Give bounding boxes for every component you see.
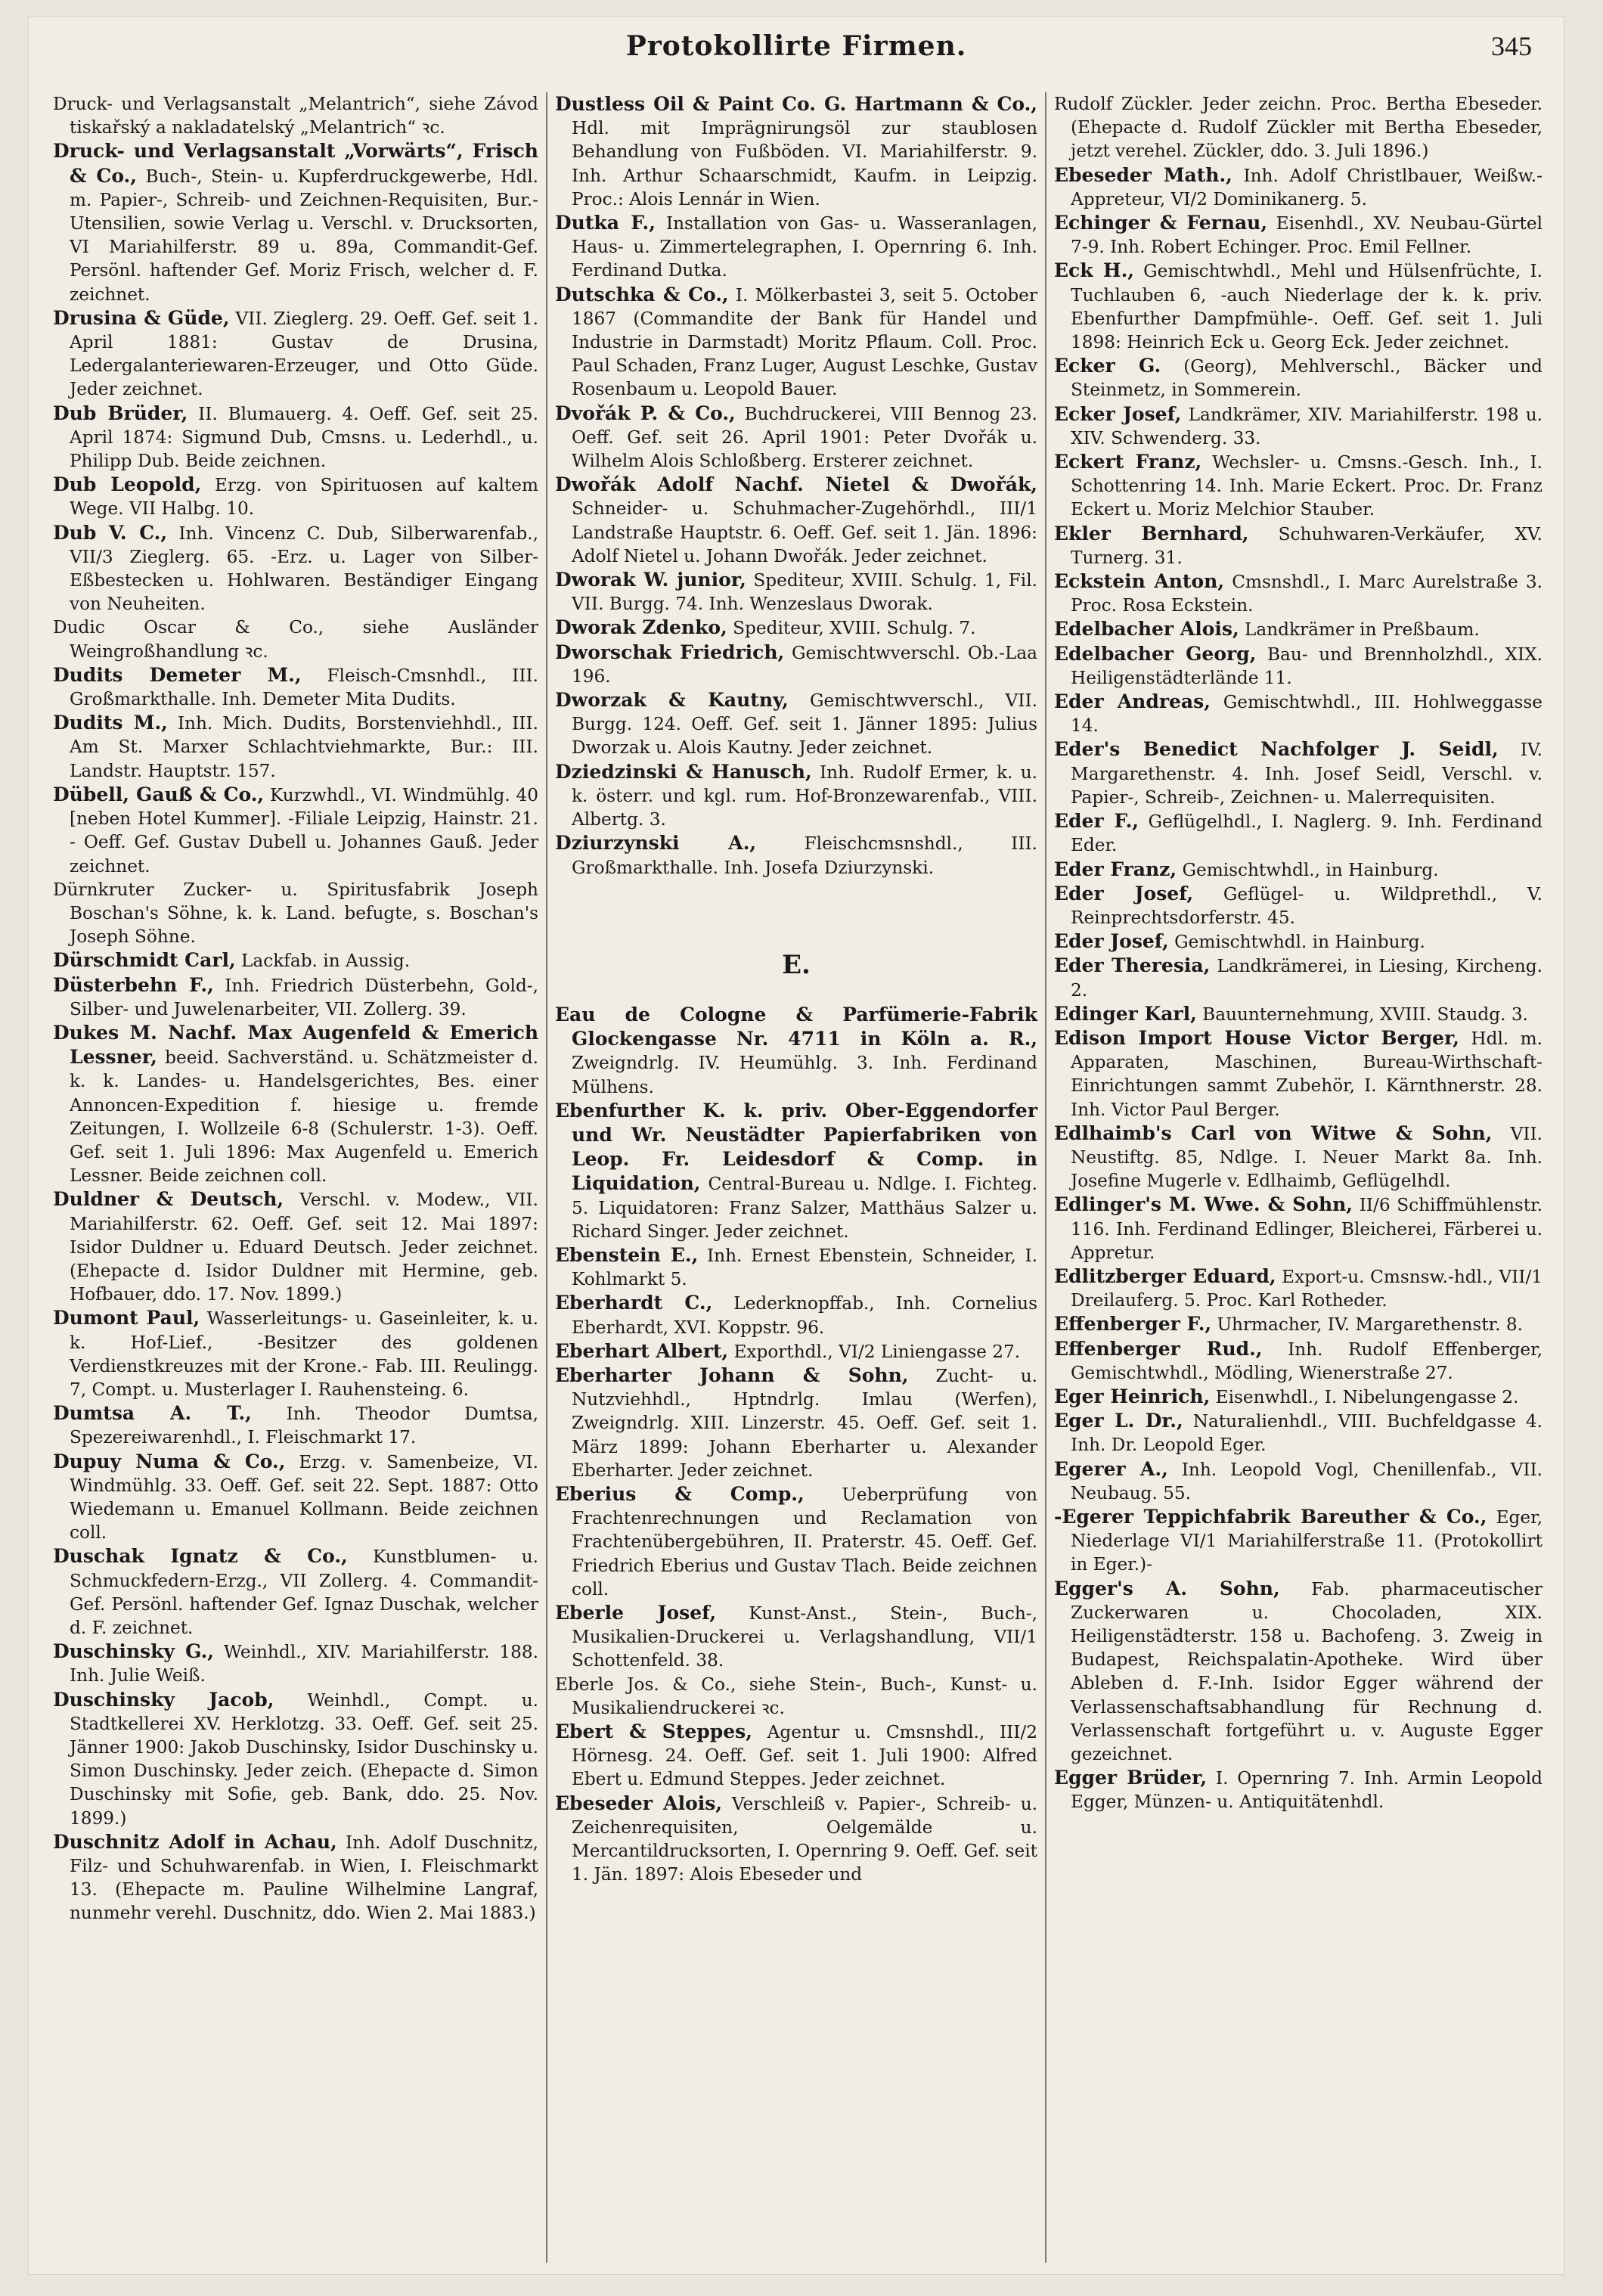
firm-details: Central-Bureau u. Ndlge. I. Fichteg. 5. Liquidatoren: Franz Salzer, Matthäus Salzer u. Richard Singer. Jeder zeichnet. — [572, 1174, 1037, 1242]
firm-name: Eder Franz, — [1054, 858, 1177, 880]
firm-details: I. Opernring 7. Inh. Armin Leopold Egger, Münzen- u. Antiquitätenhdl. — [1071, 1768, 1543, 1813]
firm-name: Edlinger's M. Wwe. & Sohn, — [1054, 1193, 1353, 1216]
firm-name: Düsterbehn F., — [53, 973, 214, 996]
firm-entry — [555, 1364, 1037, 1482]
firm-entry — [1054, 1385, 1543, 1409]
firm-name: Eberhart Albert, — [555, 1339, 729, 1362]
firm-name: Eberhardt C., — [555, 1292, 713, 1314]
firm-name: Dutschka & Co., — [555, 283, 729, 306]
firm-details: (Georg), Mehlverschl., Bäcker und Steinmetz, in Sommerein. — [1071, 356, 1543, 401]
firm-details: Erzg. v. Samenbeize, VI. Windmühlg. 33. Oeff. Gef. seit 22. Sept. 1887: Otto Wiedemann u. Emanuel Kollmann. Beide zeichnen coll. — [70, 1451, 538, 1544]
firm-entry — [53, 1187, 538, 1306]
firm-details: Spediteur, XVIII. Schulg. 1, Fil. VII. Burgg. 74. Inh. Wenzeslaus Dworak. — [572, 570, 1037, 615]
firm-entry — [555, 92, 1037, 211]
firm-details: Druck- und Verlagsanstalt „Melantrich“, siehe Závod tiskařský a nakladatelský „Melantrich“ ꝛc. — [53, 94, 538, 138]
firm-name: Dwořák Adolf Nachf. Nietel & Dwořák, — [555, 473, 1037, 496]
firm-entry — [1054, 92, 1543, 163]
firm-details: Fleischcmsnshdl., III. Großmarkthalle. Inh. Josefa Dziurzynski. — [572, 833, 1038, 878]
firm-entry — [555, 1003, 1037, 1099]
firm-entry — [1054, 1766, 1543, 1814]
firm-name: Duschak Ignatz & Co., — [53, 1545, 348, 1568]
column-2 — [547, 92, 1046, 2263]
firm-details: Inh. Theodor Dumtsa, Spezereiwarenhdl., I. Fleischmarkt 17. — [70, 1404, 538, 1448]
firm-details: VII. Zieglerg. 29. Oeff. Gef. seit 1. April 1881: Gustav de Drusina, Ledergalanteriewaren-Erzeuger, und Otto Güde. Jeder zeichnet. — [70, 308, 538, 400]
firm-details: Exporthdl., VI/2 Liniengasse 27. — [733, 1341, 1021, 1362]
firm-details: Fab. pharmaceutischer Zuckerwaren u. Chocoladen, XIX. Heiligenstädterstr. 158 u. Bachofeng. 3. Zweig in Budapest, Reichspalatin-Apotheke. Wird über Ableben d. F.-Inh. Isidor Egger während der Verlassenschaftsabhandlung für Rechnung d. Verlassenschaft fortgeführt u. v. Auguste Egger gezeichnet. — [1071, 1578, 1543, 1765]
firm-entry — [53, 1544, 538, 1640]
firm-name: Eberharter Johann & Sohn, — [555, 1364, 909, 1386]
firm-entry — [53, 1640, 538, 1687]
firm-name: Eder F., — [1054, 810, 1139, 833]
firm-details: Naturalienhdl., VIII. Buchfeldgasse 4. Inh. Dr. Leopold Eger. — [1071, 1411, 1543, 1456]
firm-details: Schuhwaren-Verkäufer, XV. Turnerg. 31. — [1071, 523, 1543, 568]
firm-name: Dziurzynski A., — [555, 832, 757, 855]
firm-details: Eberle Jos. & Co., siehe Stein-, Buch-, Kunst- u. Musikaliendruckerei ꝛc. — [555, 1674, 1037, 1718]
firm-name: Edelbacher Georg, — [1054, 642, 1257, 665]
firm-entry — [555, 688, 1037, 760]
firm-details: Inh. Rudolf Effenberger, Gemischtwhdl., Mödling, Wienerstraße 27. — [1071, 1339, 1543, 1383]
firm-name: Dürschmidt Carl, — [53, 949, 236, 972]
firm-details: Verschl. v. Modew., VII. Mariahilferstr. 62. Oeff. Gef. seit 12. Mai 1897: Isidor Duldner u. Eduard Deutsch. Jeder zeichnet. (Ehepacte d. Isidor Duldner mit Hermine, geb. Hofbauer, ddo. 17. Nov. 1899.) — [70, 1190, 538, 1305]
firm-entry — [1054, 809, 1543, 857]
firm-details: Spediteur, XVIII. Schulg. 7. — [733, 618, 976, 639]
firm-name: Ecker Josef, — [1054, 402, 1182, 425]
firm-name: Dworak Zdenko, — [555, 616, 727, 639]
firm-name: Dudits Demeter M., — [53, 663, 302, 686]
firm-name: Effenberger Rud., — [1054, 1337, 1263, 1360]
firm-entry — [1054, 954, 1543, 1001]
firm-details: Eisenwhdl., I. Nibelungengasse 2. — [1215, 1386, 1519, 1407]
firm-name: Ebert & Steppes, — [555, 1720, 752, 1742]
firm-details: Cmsnshdl., I. Marc Aurelstraße 3. Proc. Rosa Eckstein. — [1071, 572, 1543, 616]
firm-details: Gemischtwverschl., VII. Burgg. 124. Oeff. Gef. seit 1. Jänner 1895: Julius Dworzak u. Alois Kautny. Jeder zeichnet. — [572, 690, 1037, 759]
firm-entry — [555, 760, 1037, 832]
firm-details: Landkrämer in Preßbaum. — [1245, 619, 1480, 641]
firm-entry — [53, 973, 538, 1021]
firm-entry — [555, 831, 1037, 879]
firm-details: Export-u. Cmsnsw.-hdl., VII/1 Dreilauferg. 5. Proc. Karl Rotheder. — [1071, 1266, 1543, 1311]
firm-details: Gemischtwhdl., in Hainburg. — [1182, 859, 1439, 880]
firm-details: Gemischtwverschl. Ob.-Laa 196. — [572, 642, 1037, 687]
firm-entry — [53, 878, 538, 949]
firm-name: Dworzak & Kautny, — [555, 689, 789, 712]
firm-details: Landkrämerei, in Liesing, Kircheng. 2. — [1071, 956, 1543, 1001]
firm-entry — [1054, 1193, 1543, 1264]
firm-details: Geflügel- u. Wildprethdl., V. Reinprechtsdorferstr. 45. — [1071, 883, 1543, 928]
firm-entry — [53, 139, 538, 306]
firm-details: Gemischtwhdl. in Hainburg. — [1174, 932, 1425, 953]
firm-name: Duschinsky G., — [53, 1640, 215, 1663]
firm-name: Edlhaimb's Carl von Witwe & Sohn, — [1054, 1122, 1493, 1144]
firm-details: Hdl. m. Apparaten, Maschinen, Bureau-Wirthschaft-Einrichtungen sammt Zubehör, I. Kärnthnerstr. 28. Inh. Victor Paul Berger. — [1071, 1028, 1543, 1120]
section-heading: E. — [782, 949, 811, 980]
firm-entry — [1054, 522, 1543, 569]
firm-entry — [1054, 1409, 1543, 1457]
firm-entry — [555, 1482, 1037, 1601]
firm-entry — [53, 1450, 538, 1545]
firm-name: Eder's Benedict Nachfolger J. Seidl, — [1054, 738, 1499, 761]
firm-entry — [1054, 259, 1543, 354]
firm-entry — [53, 783, 538, 878]
firm-entry — [1054, 737, 1543, 809]
firm-entry — [1054, 1312, 1543, 1336]
firm-details: Inh. Leopold Vogl, Chenillenfab., VII. Neubaug. 55. — [1071, 1459, 1543, 1503]
firm-entry — [53, 948, 538, 973]
firm-name: Drusina & Güde, — [53, 306, 230, 329]
firm-details: Weinhdl., XIV. Mariahilferstr. 188. Inh. Julie Weiß. — [70, 1642, 539, 1686]
firm-details: Zweigndrlg. IV. Heumühlg. 3. Inh. Ferdinand Mülhens. — [572, 1053, 1037, 1097]
firm-name: Ebenfurther K. k. priv. Ober-Eggendorfer und Wr. Neustädter Papierfabriken von Leop. Fr. Leidesdorf & Comp. in Liquidation, — [555, 1099, 1037, 1195]
firm-details: Hdl. mit Imprägnirungsöl zur staublosen Behandlung von Fußböden. VI. Mariahilferstr. 9. Inh. Arthur Schaarschmidt, Kaufm. in Leipzig. Proc.: Alois Lennár in Wien. — [572, 118, 1037, 209]
firm-details: Bauunternehmung, XVIII. Staudg. 3. — [1202, 1004, 1528, 1025]
firm-name: Dub Brüder, — [53, 402, 188, 424]
firm-name: -Egerer Teppichfabrik Bareuther & Co., — [1054, 1505, 1487, 1528]
firm-name: Duschinsky Jacob, — [53, 1688, 274, 1711]
firm-entry — [53, 521, 538, 616]
firm-name: Dub V. C., — [53, 521, 168, 544]
firm-name: Ecker G. — [1054, 355, 1161, 377]
firm-entry — [53, 92, 538, 139]
firm-name: Druck- und Verlagsanstalt „Vorwärts“, Frisch & Co., — [53, 140, 538, 187]
firm-name: Effenberger F., — [1054, 1313, 1212, 1336]
firm-entry — [555, 1673, 1037, 1720]
firm-details: Verschleiß v. Papier-, Schreib- u. Zeichenrequisiten, Oelgemälde u. Mercantildrucksorten, I. Opernring 9. Oeff. Gef. seit 1. Jän. 1897: Alois Ebeseder und — [572, 1793, 1038, 1885]
firm-name: Duldner & Deutsch, — [53, 1188, 284, 1211]
firm-details: Inh. Vincenz C. Dub, Silberwarenfab., VII/3 Zieglerg. 65. -Erz. u. Lager von Silber-Eßbestecken u. Hohlwaren. Beständiger Eingang von Neuheiten. — [70, 523, 539, 615]
firm-name: Eberle Josef, — [555, 1601, 717, 1624]
firm-name: Egerer A., — [1054, 1457, 1168, 1480]
firm-entry — [53, 402, 538, 473]
firm-name: Ekler Bernhard, — [1054, 522, 1249, 545]
firm-details: Kunst-Anst., Stein-, Buch-, Musikalien-Druckerei u. Verlagshandlung, VII/1 Schottenfeld. 38. — [572, 1603, 1037, 1671]
firm-name: Egger's A. Sohn, — [1054, 1577, 1280, 1599]
firm-entry — [555, 1243, 1037, 1291]
firm-details: VII. Neustiftg. 85, Ndlge. I. Neuer Markt 8a. Inh. Josefine Mugerle v. Edlhaimb, Geflügelhdl. — [1071, 1123, 1543, 1192]
firm-details: Eisenhdl., XV. Neubau-Gürtel 7-9. Inh. Robert Echinger. Proc. Emil Fellner. — [1071, 213, 1543, 258]
firm-name: Duschnitz Adolf in Achau, — [53, 1830, 337, 1853]
firm-details: Installation von Gas- u. Wasseranlagen, Haus- u. Zimmertelegraphen, I. Opernring 6. Inh. Ferdinand Dutka. — [572, 213, 1037, 281]
firm-name: Dukes M. Nachf. Max Augenfeld & Emerich Lessner, — [53, 1021, 538, 1069]
firm-entry — [1054, 1026, 1543, 1122]
firm-name: Egger Brüder, — [1054, 1767, 1208, 1789]
firm-name: Dumont Paul, — [53, 1307, 200, 1330]
firm-details: Kunstblumen- u. Schmuckfedern-Erzg., VII Zollerg. 4. Commandit-Gef. Persönl. haftender Gef. Ignaz Duschak, welcher d. F. zeichnet. — [70, 1547, 538, 1638]
firm-details: Fleisch-Cmsnhdl., III. Großmarkthalle. Inh. Demeter Mita Dudits. — [70, 665, 539, 710]
firm-details: Agentur u. Cmsnshdl., III/2 Hörnesg. 24. Oeff. Gef. seit 1. Juli 1900: Alfred Ebert u. Edmund Steppes. Jeder zeichnet. — [572, 1722, 1037, 1790]
firm-details: IV. Margarethenstr. 4. Inh. Josef Seidl, Verschl. v. Papier-, Schreib-, Zeichnen- u. Malerrequisiten. — [1071, 740, 1543, 808]
firm-name: Ebeseder Math., — [1054, 163, 1232, 186]
firm-details: Kurzwhdl., VI. Windmühlg. 40 [neben Hotel Kummer]. -Filiale Leipzig, Hainstr. 21. - Oeff. Gef. Gustav Dubell u. Johannes Gauß. Jeder zeichnet. — [70, 784, 539, 877]
firm-details: Erzg. von Spirituosen auf kaltem Wege. VII Halbg. 10. — [70, 475, 538, 520]
firm-name: Dworschak Friedrich, — [555, 641, 785, 663]
firm-entry — [53, 1021, 538, 1187]
firm-details: beeid. Sachverständ. u. Schätzmeister d. k. k. Landes- u. Handelsgerichtes, Bes. einer Annoncen-Expedition f. hiesige u. fremde Zeitungen, I. Wollzeile 6-8 (Schulerstr. 1-3). Oeff. Gef. seit 1. Juli 1896: Max Augenfeld u. Emerich Lessner. Beide zeichnen coll. — [70, 1047, 538, 1187]
firm-name: Dübell, Gauß & Co., — [53, 783, 265, 805]
firm-name: Eau de Cologne & Parfümerie-Fabrik Glockengasse Nr. 4711 in Köln a. R., — [555, 1003, 1037, 1050]
firm-entry — [53, 1688, 538, 1830]
firm-entry — [555, 1601, 1037, 1673]
firm-details: Zucht- u. Nutzviehhdl., Hptndrlg. Imlau (Werfen), Zweigndrlg. XIII. Linzerstr. 45. Oeff. Gef. seit 1. März 1899: Johann Eberharter u. Alexander Eberharter. Jeder zeichnet. — [572, 1365, 1038, 1481]
firm-entry — [1054, 617, 1543, 641]
firm-name: Eder Andreas, — [1054, 690, 1211, 713]
firm-entry — [1054, 402, 1543, 450]
page-header — [29, 27, 1564, 73]
firm-entry — [1054, 450, 1543, 522]
firm-entry — [555, 1099, 1037, 1243]
firm-entry — [1054, 1337, 1543, 1385]
firm-entry — [53, 1306, 538, 1401]
firm-details: Geflügelhdl., I. Naglerg. 9. Inh. Ferdinand Eder. — [1071, 811, 1543, 856]
firm-name: Eckstein Anton, — [1054, 570, 1225, 593]
firm-details: Inh. Rudolf Ermer, k. u. k. österr. und kgl. rum. Hof-Bronzewarenfab., VIII. Albertg. 3. — [572, 762, 1037, 830]
firm-entry — [555, 641, 1037, 688]
firm-details: Ueberprüfung von Frachtenrechnungen und Reclamation von Frachtenübergebühren, II. Praterstr. 45. Oeff. Gef. Friedrich Eberius und Gustav Tlach. Beide zeichnen coll. — [572, 1484, 1037, 1599]
firm-entry — [555, 1720, 1037, 1792]
firm-details: Bau- und Brennholzhdl., XIX. Heiligenstädterlände 11. — [1071, 644, 1543, 688]
firm-details: Inh. Adolf Christlbauer, Weißw.-Appreteur, VI/2 Dominikanerg. 5. — [1071, 165, 1543, 209]
firm-details: Wechsler- u. Cmsns.-Gesch. Inh., I. Schottenring 14. Inh. Marie Eckert. Proc. Dr. Franz Eckert u. Moriz Melchior Stauber. — [1071, 452, 1543, 520]
firm-details: Dürnkruter Zucker- u. Spiritusfabrik Joseph Boschan's Söhne, k. k. Land. befugte, s. Boschan's Joseph Söhne. — [53, 879, 538, 948]
firm-entry — [1054, 1505, 1543, 1577]
firm-name: Ebenstein E., — [555, 1243, 699, 1266]
firm-name: Eder Theresia, — [1054, 954, 1211, 977]
firm-details: Uhrmacher, IV. Margarethenstr. 8. — [1217, 1314, 1524, 1336]
page-number: 345 — [1491, 31, 1532, 61]
firm-name: Edinger Karl, — [1054, 1002, 1197, 1025]
firm-entry — [1054, 569, 1543, 617]
directory-page — [29, 17, 1564, 2274]
firm-name: Echinger & Fernau, — [1054, 212, 1268, 234]
firm-details: Inh. Friedrich Düsterbehn, Gold-, Silber- und Juwelenarbeiter, VII. Zollerg. 39. — [70, 975, 539, 1019]
firm-entry — [555, 1339, 1037, 1364]
firm-name: Dvořák P. & Co., — [555, 402, 736, 424]
firm-details: Inh. Mich. Dudits, Borstenviehhdl., III. Am St. Marxer Schlachtviehmarkte, Bur.: III. Landstr. Hauptstr. 157. — [70, 713, 538, 781]
firm-name: Eck H., — [1054, 259, 1135, 282]
firm-details: Lederknopffab., Inh. Cornelius Eberhardt, XVI. Koppstr. 96. — [572, 1293, 1038, 1338]
firm-details: II/6 Schiffmühlenstr. 116. Inh. Ferdinand Edlinger, Bleicherei, Färberei u. Appretur. — [1071, 1195, 1543, 1263]
firm-entry — [1054, 1264, 1543, 1312]
firm-entry — [53, 473, 538, 520]
firm-details: Landkrämer, XIV. Mariahilferstr. 198 u. XIV. Schwenderg. 33. — [1071, 404, 1543, 448]
firm-details: Wasserleitungs- u. Gaseinleiter, k. u. k. Hof-Lief., -Besitzer des goldenen Verdienstkreuzes mit der Krone.- Fab. III. Reulingg. 7, Compt. u. Musterlager I. Rauhensteing. 6. — [70, 1308, 538, 1400]
firm-name: Ebeseder Alois, — [555, 1792, 723, 1814]
firm-entry — [1054, 1457, 1543, 1505]
firm-details: Buch-, Stein- u. Kupferdruckgewerbe, Hdl. m. Papier-, Schreib- und Zeichnen-Requisiten, Bur.-Utensilien, sowie Verlag u. Verschl. v. Drucksorten, VI Mariahilferstr. 89 u. 89a, Commandit-Gef. Persönl. haftender Gef. Moriz Frisch, welcher d. F. zeichnet. — [70, 166, 538, 305]
firm-entry — [1054, 163, 1543, 211]
firm-details: Inh. Ernest Ebenstein, Schneider, I. Kohlmarkt 5. — [572, 1245, 1037, 1290]
firm-name: Eder Josef, — [1054, 930, 1169, 953]
firm-name: Eger L. Dr., — [1054, 1410, 1183, 1432]
firm-entry — [555, 283, 1037, 402]
firm-name: Dudits M., — [53, 712, 168, 734]
firm-entry — [1054, 929, 1543, 954]
firm-details: Gemischtwhdl., Mehl und Hülsenfrüchte, I. Tuchlauben 6, -auch Niederlage der k. k. priv. Ebenfurther Dampfmühle-. Oeff. Gef. seit 1. Juli 1898: Heinrich Eck u. Georg Eck. Jeder zeichnet. — [1071, 261, 1543, 353]
firm-details: Buchdruckerei, VIII Bennog 23. Oeff. Gef. seit 26. April 1901: Peter Dvořák u. Wilhelm Alois Schloßberg. Ersterer zeichnet. — [572, 403, 1037, 472]
firm-name: Dutka F., — [555, 212, 656, 234]
firm-name: Eger Heinrich, — [1054, 1385, 1211, 1407]
firm-name: Eberius & Comp., — [555, 1482, 805, 1505]
firm-name: Eder Josef, — [1054, 882, 1194, 904]
firm-entry — [555, 211, 1037, 283]
firm-details: Dudic Oscar & Co., siehe Ausländer Weingroßhandlung ꝛc. — [53, 617, 538, 662]
firm-entry — [1054, 642, 1543, 690]
page-title: Protokollirte Firmen. — [625, 30, 967, 62]
firm-details: Gemischtwhdl., III. Hohlweggasse 14. — [1071, 692, 1543, 737]
firm-entry — [53, 711, 538, 783]
firm-details: II. Blumauerg. 4. Oeff. Gef. seit 25. April 1874: Sigmund Dub, Cmsns. u. Lederhdl., u. Philipp Dub. Beide zeichnen. — [70, 403, 539, 472]
firm-entry — [555, 402, 1037, 473]
firm-entry — [53, 663, 538, 711]
firm-details: Eger, Niederlage VI/1 Mariahilferstraße 11. (Protokollirt in Eger.)- — [1071, 1506, 1543, 1575]
columns — [45, 92, 1550, 2263]
firm-entry — [1054, 690, 1543, 737]
firm-name: Edison Import House Victor Berger, — [1054, 1026, 1460, 1049]
firm-details: Schneider- u. Schuhmacher-Zugehörhdl., III/1 Landstraße Hauptstr. 6. Oeff. Gef. seit 1. Jän. 1896: Adolf Nietel u. Johann Dwořák. Jeder zeichnet. — [572, 498, 1037, 566]
firm-name: Dub Leopold, — [53, 473, 202, 496]
firm-entry — [555, 568, 1037, 616]
firm-entry — [555, 1792, 1037, 1887]
firm-entry — [1054, 1122, 1543, 1193]
firm-entry — [555, 616, 1037, 640]
firm-details: I. Mölkerbastei 3, seit 5. October 1867 (Commandite der Bank für Handel und Industrie in Darmstadt) Moritz Pflaum. Coll. Proc. Paul Schaden, Franz Luger, August Leschke, Gustav Rosenbaum u. Leopold Bauer. — [572, 284, 1037, 400]
firm-details: Lackfab. in Aussig. — [241, 951, 411, 972]
firm-details: Rudolf Zückler. Jeder zeichn. Proc. Bertha Ebeseder. (Ehepacte d. Rudolf Zückler mit Bertha Ebeseder, jetzt verehel. Zückler, ddo. 3. Juli 1896.) — [1054, 94, 1543, 162]
firm-name: Dustless Oil & Paint Co. G. Hartmann & Co., — [555, 93, 1037, 115]
firm-entry — [555, 473, 1037, 568]
firm-name: Dumtsa A. T., — [53, 1402, 252, 1425]
firm-entry — [1054, 211, 1543, 259]
firm-entry — [555, 1291, 1037, 1339]
firm-entry — [1054, 1002, 1543, 1026]
firm-details: Weinhdl., Compt. u. Stadtkellerei XV. Herklotzg. 33. Oeff. Gef. seit 25. Jänner 1900: Jakob Duschinsky, Isidor Duschinsky u. Simon Duschinsky. Jeder zeich. (Ehepacte d. Simon Duschinsky mit Sofie, geb. Bank, ddo. 25. Nov. 1899.) — [70, 1689, 538, 1829]
firm-name: Dupuy Numa & Co., — [53, 1450, 286, 1472]
firm-details: Inh. Adolf Duschnitz, Filz- und Schuhwarenfab. in Wien, I. Fleischmarkt 13. (Ehepacte m. Pauline Wilhelmine Langraf, nunmehr verehl. Duschnitz, ddo. Wien 2. Mai 1883.) — [70, 1832, 538, 1924]
firm-name: Edlitzberger Eduard, — [1054, 1264, 1276, 1287]
column-1 — [45, 92, 547, 2263]
firm-name: Eckert Franz, — [1054, 451, 1202, 473]
firm-entry — [53, 1830, 538, 1925]
firm-name: Dziedzinski & Hanusch, — [555, 760, 812, 783]
firm-entry — [53, 1401, 538, 1449]
firm-entry — [1054, 1577, 1543, 1767]
firm-name: Edelbacher Alois, — [1054, 618, 1239, 641]
firm-entry — [1054, 858, 1543, 882]
firm-entry — [53, 306, 538, 402]
firm-entry — [53, 616, 538, 662]
column-3 — [1046, 92, 1550, 2263]
firm-name: Dworak W. junior, — [555, 569, 746, 591]
firm-entry — [1054, 882, 1543, 929]
firm-entry — [1054, 354, 1543, 402]
